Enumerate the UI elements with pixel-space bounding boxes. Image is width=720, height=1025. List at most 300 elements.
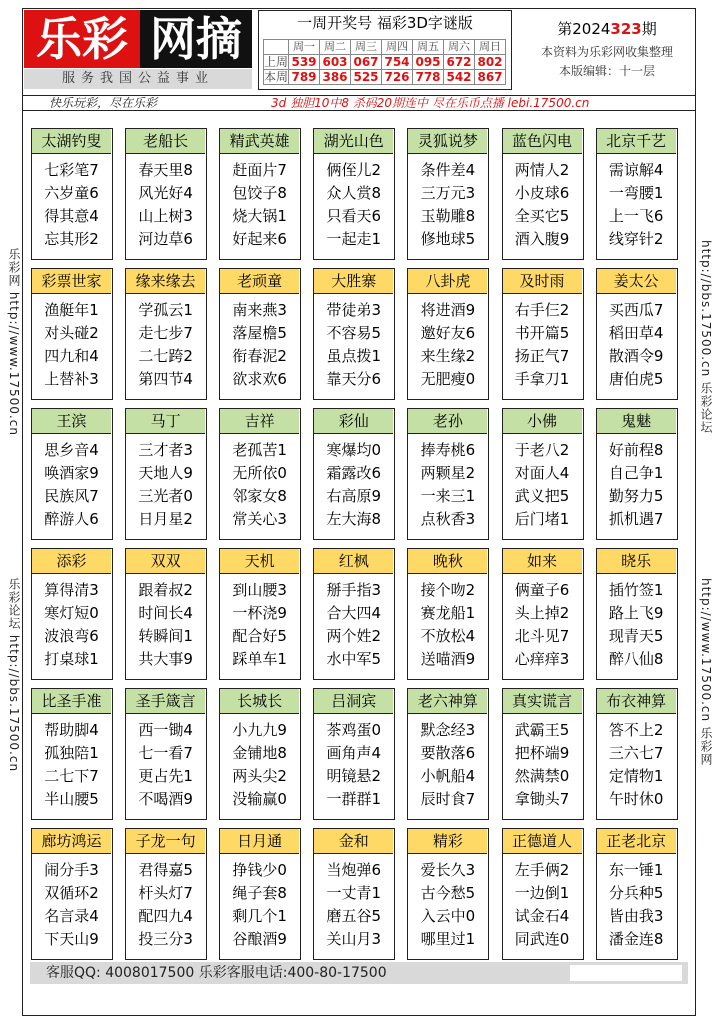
riddle-cell xyxy=(219,548,301,680)
riddle-line: 没输赢0 xyxy=(232,790,287,808)
riddle-cell xyxy=(219,828,301,960)
riddle-lines xyxy=(32,439,111,531)
riddle-line: 学孤云1 xyxy=(138,301,193,319)
riddle-cell-title: 彩仙 xyxy=(314,409,393,434)
riddle-cell xyxy=(596,688,678,820)
riddle-line: 小帆船4 xyxy=(420,767,476,785)
riddle-cell xyxy=(125,688,207,820)
riddle-lines xyxy=(220,159,299,251)
riddle-line: 当炮弹6 xyxy=(326,861,382,879)
riddle-cell-title: 添彩 xyxy=(32,549,111,574)
riddle-line: 虽点拨1 xyxy=(326,347,382,365)
issue-num: 323 xyxy=(610,20,642,38)
riddle-line: 哪里过1 xyxy=(420,930,476,948)
riddle-cell-title: 双双 xyxy=(126,549,205,574)
riddle-cell xyxy=(313,268,395,400)
riddle-line: 午时休0 xyxy=(608,790,664,808)
riddle-line: 邀好友6 xyxy=(420,324,476,342)
riddle-line: 一起走1 xyxy=(326,230,382,248)
riddle-line: 算得清3 xyxy=(44,581,99,599)
riddle-line: 买西瓜7 xyxy=(608,301,664,319)
weekday-cell: 周四 xyxy=(382,40,413,55)
riddle-line: 默念经3 xyxy=(420,721,476,739)
riddle-line: 稻田草4 xyxy=(608,324,664,342)
riddle-cell-title: 比圣手准 xyxy=(32,689,111,714)
riddle-line: 一边倒1 xyxy=(514,884,570,902)
riddle-lines xyxy=(126,439,205,531)
draw-number: 867 xyxy=(475,70,506,85)
side-text-left-top: 乐彩网 http://www.17500.cn xyxy=(7,248,21,436)
riddle-line: 南来燕3 xyxy=(232,301,287,319)
riddle-cell xyxy=(596,828,678,960)
riddle-line: 配四九4 xyxy=(138,907,193,925)
draw-number: 542 xyxy=(444,70,475,85)
riddle-line: 全买它5 xyxy=(514,207,570,225)
riddle-line: 一杯浇9 xyxy=(232,604,287,622)
riddle-cell xyxy=(407,688,489,820)
riddle-cell-title: 真实谎言 xyxy=(503,689,582,714)
riddle-lines xyxy=(408,719,487,811)
riddle-line: 辰时食7 xyxy=(420,790,476,808)
riddle-cell-title: 如来 xyxy=(503,549,582,574)
riddle-cell-title: 湖光山色 xyxy=(314,129,393,154)
riddle-line: 六岁童6 xyxy=(44,184,99,202)
weekday-header-row xyxy=(264,40,506,55)
riddle-line: 一群群1 xyxy=(326,790,382,808)
riddle-line: 金铺地8 xyxy=(232,744,287,762)
riddle-line: 三才者3 xyxy=(138,441,193,459)
riddle-line: 河边草6 xyxy=(138,230,193,248)
riddle-lines xyxy=(503,159,582,251)
riddle-line: 山上树3 xyxy=(138,207,193,225)
source-note: 本资料为乐彩网收集整理 xyxy=(540,45,673,59)
riddle-cell-title: 圣手箴言 xyxy=(126,689,205,714)
riddle-cell xyxy=(31,268,113,400)
riddle-line: 试金石4 xyxy=(514,907,570,925)
draw-number: 754 xyxy=(382,55,413,70)
riddle-line: 三光者0 xyxy=(138,487,193,505)
riddle-lines xyxy=(220,439,299,531)
riddle-cell-title: 长城长 xyxy=(220,689,299,714)
editor-note: 本版编辑：十一层 xyxy=(558,64,655,78)
riddle-line: 西一锄4 xyxy=(138,721,193,739)
riddle-line: 二七下7 xyxy=(44,767,99,785)
riddle-line: 两颗星2 xyxy=(420,464,476,482)
draw-results-box xyxy=(258,10,512,90)
riddle-line: 抓机遇7 xyxy=(608,510,664,528)
riddle-line: 一丈青1 xyxy=(326,884,382,902)
riddle-cell-title: 彩票世家 xyxy=(32,269,111,294)
riddle-line: 踩单车1 xyxy=(232,650,287,668)
riddle-line: 入云中0 xyxy=(420,907,476,925)
riddle-line: 三万元3 xyxy=(420,184,476,202)
riddle-line: 右高原9 xyxy=(326,487,382,505)
riddle-line: 寒爆均0 xyxy=(326,441,382,459)
riddle-cell xyxy=(31,128,113,260)
logo-text-red: 乐彩 xyxy=(24,10,140,68)
riddle-lines xyxy=(220,719,299,811)
riddle-cell xyxy=(502,548,584,680)
this-week-row xyxy=(264,70,506,85)
riddle-line: 共大事9 xyxy=(138,650,193,668)
riddle-line: 来生缘2 xyxy=(420,347,476,365)
footer xyxy=(30,962,688,984)
riddle-cell-title: 八卦虎 xyxy=(408,269,487,294)
riddle-line: 时间长4 xyxy=(138,604,193,622)
riddle-lines xyxy=(408,579,487,671)
draw-number: 525 xyxy=(351,70,382,85)
riddle-cell-title: 灵狐说梦 xyxy=(408,129,487,154)
riddle-line: 修地球5 xyxy=(420,230,476,248)
riddle-line: 到山腰3 xyxy=(232,581,287,599)
riddle-line: 第四节4 xyxy=(138,370,193,388)
riddle-cell-title: 小佛 xyxy=(503,409,582,434)
riddle-line: 挣钱少0 xyxy=(232,861,287,879)
riddle-line: 右手仨2 xyxy=(514,301,570,319)
riddle-line: 得其意4 xyxy=(44,207,99,225)
riddle-cell-title: 老船长 xyxy=(126,129,205,154)
riddle-line: 众人赏8 xyxy=(326,184,382,202)
weekday-cell: 周六 xyxy=(444,40,475,55)
riddle-line: 合大四4 xyxy=(326,604,382,622)
riddle-line: 孤独陪1 xyxy=(44,744,99,762)
riddle-cell-title: 金和 xyxy=(314,829,393,854)
riddle-cell xyxy=(31,828,113,960)
riddle-line: 投三分3 xyxy=(138,930,193,948)
riddle-line: 现青天5 xyxy=(608,627,664,645)
draw-results-table xyxy=(263,39,506,85)
riddle-line: 酒入腹9 xyxy=(514,230,570,248)
riddle-line: 衔春泥2 xyxy=(232,347,287,365)
riddle-line: 一来三1 xyxy=(420,487,476,505)
riddle-line: 分兵种5 xyxy=(608,884,664,902)
riddle-lines xyxy=(126,159,205,251)
weekday-cell: 周二 xyxy=(320,40,351,55)
riddle-line: 散酒令9 xyxy=(608,347,664,365)
riddle-line: 勤努力5 xyxy=(608,487,664,505)
riddle-line: 春天里8 xyxy=(138,161,193,179)
issue-info xyxy=(516,10,698,90)
riddle-cell-title: 布衣神算 xyxy=(597,689,676,714)
riddle-lines xyxy=(32,299,111,391)
issue-number xyxy=(516,18,698,39)
banner-right: 3d 独胆10中8 杀码20期连中 尽在乐币点播 lebi.17500.cn xyxy=(271,96,590,110)
riddle-lines xyxy=(220,859,299,951)
riddle-lines xyxy=(597,159,676,251)
logo-text-black: 网摘 xyxy=(140,10,252,68)
riddle-line: 掰手指3 xyxy=(326,581,382,599)
riddle-cell xyxy=(596,548,678,680)
riddle-cell-title: 晓乐 xyxy=(597,549,676,574)
riddle-line: 四九和4 xyxy=(44,347,99,365)
riddle-cell-title: 及时雨 xyxy=(503,269,582,294)
riddle-line: 走七步7 xyxy=(138,324,193,342)
riddle-lines xyxy=(597,859,676,951)
riddle-line: 靠天分6 xyxy=(326,370,382,388)
riddle-lines xyxy=(408,299,487,391)
logo xyxy=(24,10,252,68)
riddle-line: 小九九9 xyxy=(232,721,287,739)
riddle-line: 上替补3 xyxy=(44,370,99,388)
draw-number: 726 xyxy=(382,70,413,85)
riddle-line: 古今愁5 xyxy=(420,884,476,902)
riddle-cell xyxy=(407,828,489,960)
riddle-lines xyxy=(408,159,487,251)
riddle-cell xyxy=(125,828,207,960)
riddle-cell xyxy=(313,408,395,540)
riddle-line: 俩童子6 xyxy=(514,581,570,599)
riddle-line: 定情物1 xyxy=(608,767,664,785)
riddle-lines xyxy=(597,579,676,671)
weekday-cell: 周日 xyxy=(475,40,506,55)
riddle-line: 邻家女8 xyxy=(232,487,287,505)
weekday-cell: 周一 xyxy=(289,40,320,55)
riddle-cell xyxy=(502,408,584,540)
riddle-lines xyxy=(314,159,393,251)
riddle-cell xyxy=(125,548,207,680)
riddle-line: 对面人4 xyxy=(514,464,570,482)
weekday-cell: 周三 xyxy=(351,40,382,55)
riddle-line: 两个姓2 xyxy=(326,627,382,645)
riddle-lines xyxy=(314,859,393,951)
riddle-cell-title: 吉祥 xyxy=(220,409,299,434)
riddle-cell-title: 正老北京 xyxy=(597,829,676,854)
riddle-cell xyxy=(219,128,301,260)
riddle-cell xyxy=(407,128,489,260)
riddle-line: 闹分手3 xyxy=(44,861,99,879)
riddle-lines xyxy=(408,859,487,951)
riddle-cell xyxy=(313,128,395,260)
riddle-cell-title: 王滨 xyxy=(32,409,111,434)
riddle-line: 七彩笔7 xyxy=(44,161,99,179)
row-label: 本周 xyxy=(264,70,289,84)
riddle-line: 风光好4 xyxy=(138,184,193,202)
riddle-line: 插竹签1 xyxy=(608,581,664,599)
riddle-line: 渔艇年1 xyxy=(44,301,99,319)
riddle-line: 线穿针2 xyxy=(608,230,664,248)
riddle-lines xyxy=(503,299,582,391)
riddle-lines xyxy=(314,299,393,391)
riddle-lines xyxy=(408,439,487,531)
riddle-line: 武义把5 xyxy=(514,487,570,505)
riddle-cell-title: 马丁 xyxy=(126,409,205,434)
riddle-cell xyxy=(313,828,395,960)
riddle-line: 唐伯虎5 xyxy=(608,370,664,388)
riddle-cell-title: 精彩 xyxy=(408,829,487,854)
riddle-cell-title: 天机 xyxy=(220,549,299,574)
riddle-cell-title: 正德道人 xyxy=(503,829,582,854)
riddle-line: 转瞬间1 xyxy=(138,627,193,645)
riddle-line: 自己争1 xyxy=(608,464,664,482)
riddle-line: 好起来6 xyxy=(232,230,287,248)
riddle-cell-title: 北京千艺 xyxy=(597,129,676,154)
riddle-cell-title: 吕洞宾 xyxy=(314,689,393,714)
riddle-line: 醉八仙8 xyxy=(608,650,664,668)
side-text-left-bottom: 乐彩论坛 http://bbs.17500.cn xyxy=(7,578,21,773)
riddle-cell xyxy=(502,128,584,260)
draw-results-title: 一周开奖号 福彩3D字谜版 xyxy=(297,14,473,32)
riddle-line: 谷酿酒9 xyxy=(232,930,287,948)
riddle-cell xyxy=(407,268,489,400)
riddle-line: 路上飞9 xyxy=(608,604,664,622)
riddle-line: 帮助脚4 xyxy=(44,721,99,739)
riddle-line: 武霸王5 xyxy=(514,721,570,739)
row-label: 上周 xyxy=(264,55,289,69)
riddle-line: 于老八2 xyxy=(514,441,570,459)
side-text-right-top: http://bbs.17500.cn 乐彩论坛 xyxy=(699,240,713,435)
riddle-cell xyxy=(596,268,678,400)
riddle-lines xyxy=(126,299,205,391)
riddle-line: 好前程8 xyxy=(608,441,664,459)
riddle-line: 名言录4 xyxy=(44,907,99,925)
side-text-right-bottom: http://www.17500.cn 乐彩网 xyxy=(699,578,713,766)
riddle-cell xyxy=(219,268,301,400)
riddle-line: 拿锄头7 xyxy=(514,790,570,808)
riddle-cell xyxy=(407,408,489,540)
riddle-line: 霜露改6 xyxy=(326,464,382,482)
riddle-lines xyxy=(597,299,676,391)
draw-number: 603 xyxy=(320,55,351,70)
riddle-cell-title: 姜太公 xyxy=(597,269,676,294)
riddle-lines xyxy=(503,719,582,811)
riddle-lines xyxy=(32,719,111,811)
riddle-line: 左手俩2 xyxy=(514,861,570,879)
riddle-lines xyxy=(126,579,205,671)
footer-contact: 客服QQ: 4008017500 乐彩客服电话:400-80-17500 xyxy=(46,965,387,981)
riddle-line: 小皮球6 xyxy=(514,184,570,202)
riddle-lines xyxy=(503,579,582,671)
riddle-cell xyxy=(31,548,113,680)
draw-number: 789 xyxy=(289,70,320,85)
riddle-lines xyxy=(32,579,111,671)
riddle-line: 明镜悬2 xyxy=(326,767,382,785)
riddle-line: 要散落6 xyxy=(420,744,476,762)
riddle-line: 配合好5 xyxy=(232,627,287,645)
riddle-cell-title: 老顽童 xyxy=(220,269,299,294)
riddle-cell-title: 大胜寨 xyxy=(314,269,393,294)
riddle-line: 玉勒雕8 xyxy=(420,207,476,225)
riddle-line: 不容易5 xyxy=(326,324,382,342)
riddle-lines xyxy=(597,719,676,811)
riddle-cell-title: 红枫 xyxy=(314,549,393,574)
riddle-line: 天地人9 xyxy=(138,464,193,482)
riddle-line: 无所依0 xyxy=(232,464,287,482)
riddle-line: 然满禁0 xyxy=(514,767,570,785)
riddle-line: 头上掉2 xyxy=(514,604,570,622)
riddle-cell xyxy=(502,688,584,820)
riddle-line: 双循环2 xyxy=(44,884,99,902)
riddle-cell xyxy=(125,408,207,540)
banner-left: 快乐玩彩，尽在乐彩 xyxy=(49,96,158,110)
riddle-line: 更占先1 xyxy=(138,767,193,785)
riddle-line: 北斗见7 xyxy=(514,627,570,645)
riddle-lines xyxy=(314,719,393,811)
riddle-line: 皆由我3 xyxy=(608,907,664,925)
riddle-lines xyxy=(32,859,111,951)
riddle-line: 条件差4 xyxy=(420,161,476,179)
draw-number: 802 xyxy=(475,55,506,70)
riddle-line: 常关心3 xyxy=(232,510,287,528)
riddle-line: 两头尖2 xyxy=(232,767,287,785)
issue-suffix: 期 xyxy=(641,20,657,38)
banner xyxy=(22,95,696,111)
slogan: 服务我国公益事业 xyxy=(24,69,252,89)
riddle-line: 俩侄儿2 xyxy=(326,161,382,179)
riddle-cell xyxy=(31,408,113,540)
riddle-line: 扬正气7 xyxy=(514,347,570,365)
last-week-row xyxy=(264,55,506,70)
draw-number: 386 xyxy=(320,70,351,85)
riddle-cell xyxy=(219,688,301,820)
riddle-line: 半山腰5 xyxy=(44,790,99,808)
riddle-cell xyxy=(596,408,678,540)
riddle-line: 带徒弟3 xyxy=(326,301,382,319)
riddle-line: 唤酒家9 xyxy=(44,464,99,482)
riddle-line: 老孤苦1 xyxy=(232,441,287,459)
draw-number: 539 xyxy=(289,55,320,70)
riddle-line: 捧寿桃6 xyxy=(420,441,476,459)
riddle-lines xyxy=(503,859,582,951)
riddle-line: 心痒痒3 xyxy=(514,650,570,668)
riddle-line: 不喝酒9 xyxy=(138,790,193,808)
riddle-lines xyxy=(126,719,205,811)
riddle-cell xyxy=(502,828,584,960)
riddle-line: 忘其形2 xyxy=(44,230,99,248)
riddle-line: 打桌球1 xyxy=(44,650,99,668)
riddle-line: 二七跨2 xyxy=(138,347,193,365)
riddle-line: 剩几个1 xyxy=(232,907,287,925)
riddle-line: 点秋香3 xyxy=(420,510,476,528)
riddle-cell-title: 缘来缘去 xyxy=(126,269,205,294)
riddle-line: 画角声4 xyxy=(326,744,382,762)
riddle-cell-title: 蓝色闪电 xyxy=(503,129,582,154)
riddle-line: 民族风7 xyxy=(44,487,99,505)
riddle-line: 只看天6 xyxy=(326,207,382,225)
riddle-cell-title: 日月通 xyxy=(220,829,299,854)
draw-number: 067 xyxy=(351,55,382,70)
riddle-cell xyxy=(407,548,489,680)
riddle-cell-title: 子龙一句 xyxy=(126,829,205,854)
riddle-line: 送喵酒9 xyxy=(420,650,476,668)
riddle-cell xyxy=(125,268,207,400)
riddle-line: 潘金连8 xyxy=(608,930,664,948)
riddle-line: 把杯端9 xyxy=(514,744,570,762)
riddle-line: 同武连0 xyxy=(514,930,570,948)
riddle-line: 无肥瘦0 xyxy=(420,370,476,388)
riddle-lines xyxy=(220,579,299,671)
riddle-line: 手拿刀1 xyxy=(514,370,570,388)
riddle-line: 杆头灯7 xyxy=(138,884,193,902)
footer-blank-box xyxy=(570,965,682,981)
riddle-line: 水中军5 xyxy=(326,650,382,668)
riddle-line: 爱长久3 xyxy=(420,861,476,879)
riddle-cell xyxy=(596,128,678,260)
riddle-cell-title: 老六神算 xyxy=(408,689,487,714)
riddle-cell-title: 太湖钓叟 xyxy=(32,129,111,154)
riddle-cell-title: 老孙 xyxy=(408,409,487,434)
riddle-line: 下天山9 xyxy=(44,930,99,948)
riddle-line: 两情人2 xyxy=(514,161,570,179)
riddle-lines xyxy=(126,859,205,951)
riddle-lines xyxy=(314,579,393,671)
riddle-cell xyxy=(313,688,395,820)
riddle-lines xyxy=(503,439,582,531)
riddle-line: 答不上2 xyxy=(608,721,664,739)
riddle-line: 落屋檐5 xyxy=(232,324,287,342)
riddle-line: 日月星2 xyxy=(138,510,193,528)
riddle-lines xyxy=(220,299,299,391)
riddle-line: 烧大锅1 xyxy=(232,207,287,225)
